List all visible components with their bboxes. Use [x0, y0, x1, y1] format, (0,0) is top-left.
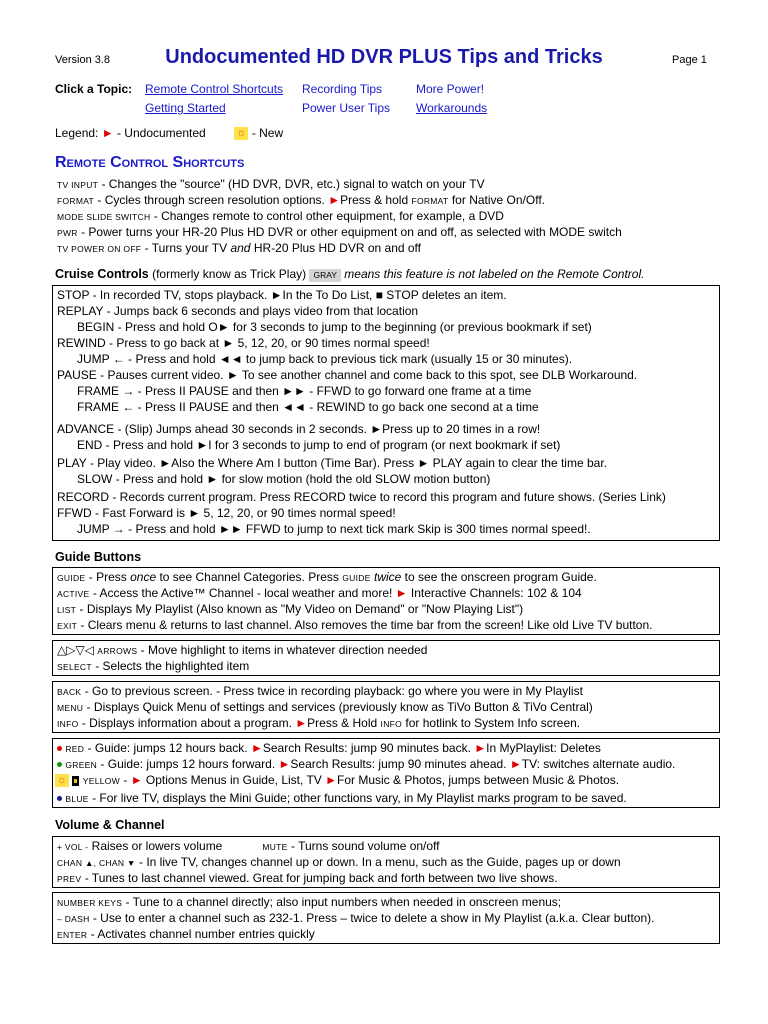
guide-row-text: to see Channel Categories. Press: [156, 570, 343, 584]
red-dot-icon: [57, 746, 62, 751]
key-format: FORMAT: [57, 196, 95, 206]
remote-line-italic: and: [230, 241, 251, 255]
topic-link-recording-tips[interactable]: Recording Tips: [302, 82, 383, 96]
guide-row-text: - Displays information about a program.: [78, 716, 296, 730]
cruise-row-text: PAUSE - Pauses current video. ► To see another channel and come back to this spot, see DLB Workaround.: [57, 368, 638, 382]
remote-line-tv-input: [57, 177, 485, 191]
guide-row-text: - For live TV, displays the Mini Guide; other functions vary, in My Playlist marks program to be saved.: [88, 791, 627, 805]
guide-row-info: [57, 716, 580, 730]
cruise-row: END - Press and hold ►I for 3 seconds to jump to end of program (or next bookmark if set): [77, 438, 561, 452]
guide-row-text: -: [120, 773, 131, 787]
cruise-note2: means this feature is not labeled on the Remote Control.: [340, 267, 645, 281]
cruise-row: REPLAY - Jumps back 6 seconds and plays video from that location: [57, 304, 419, 318]
sun-icon: ☼: [57, 774, 68, 787]
key-enter: ENTER: [57, 930, 88, 940]
cruise-row: FRAME → - Press II PAUSE and then ►► - FFWD to go forward one frame at a time: [77, 384, 532, 398]
guide-row-text: - Guide: jumps 12 hours forward.: [97, 757, 279, 771]
guide-row-active: [57, 586, 582, 600]
remote-line-format: [57, 193, 545, 207]
guide-row-blue: [57, 791, 627, 805]
guide-row-text: Search Results: jump 90 minutes ahead.: [290, 757, 510, 771]
red-arrow-icon: ►: [130, 773, 143, 787]
legend-label: Legend:: [55, 126, 99, 140]
key-tv-input: TV INPUT: [57, 180, 99, 190]
remote-line-pwr: [57, 225, 622, 239]
key-blue: BLUE: [65, 794, 89, 804]
guide-row-text: - Access the Active™ Channel - local weather and more!: [89, 586, 396, 600]
key-guide: GUIDE: [57, 573, 86, 583]
volume-box-2: [52, 892, 720, 944]
cruise-note: (formerly know as Trick Play): [148, 267, 310, 281]
topic-link-workarounds[interactable]: Workarounds: [416, 101, 488, 115]
sun-icon: ☼: [236, 127, 247, 140]
cruise-row: JUMP → - Press and hold ►► FFWD to jump to next tick mark Skip is 300 times normal speed!.: [77, 522, 591, 536]
cruise-row: [57, 368, 637, 382]
guide-row-text: In MyPlaylist: Deletes: [486, 741, 601, 755]
cruise-controls-heading: [55, 267, 644, 282]
guide-row-arrows: [57, 643, 427, 657]
guide-row-menu: [57, 700, 593, 714]
guide-buttons-heading: Guide Buttons: [55, 550, 142, 564]
guide-row-red: [57, 741, 601, 755]
green-dot-icon: [57, 762, 62, 767]
cruise-row: BEGIN - Press and hold O► for 3 seconds to jump to the beginning (or previous bookmark if set): [77, 320, 592, 334]
cruise-row: RECORD - Records current program. Press RECORD twice to record this program and future shows. (Series Link): [57, 490, 666, 504]
red-arrow-icon: ►: [278, 757, 291, 771]
guide-row-text: for hotlink to System Info screen.: [402, 716, 581, 730]
key-format: FORMAT: [411, 196, 449, 206]
guide-row-guide: [57, 570, 597, 584]
key-menu: MENU: [57, 703, 84, 713]
legend-new: - New: [251, 126, 284, 140]
key-active: ACTIVE: [57, 589, 90, 599]
guide-row-text: - Guide: jumps 12 hours back.: [84, 741, 251, 755]
key-vol: + VOL -: [57, 842, 89, 852]
topic-link-getting-started[interactable]: Getting Started: [145, 101, 226, 115]
guide-box-4: [52, 738, 720, 808]
volume-row-enter: [57, 927, 315, 941]
remote-line-text: - Cycles through screen resolution options.: [94, 193, 329, 207]
remote-line-tv-power: [57, 241, 421, 255]
volume-row-vol: [57, 839, 440, 853]
guide-row-text: - Clears menu & returns to last channel. Also removes the time bar from the screen! Like old Live TV button.: [77, 618, 653, 632]
topic-link-power-user-tips[interactable]: Power User Tips: [302, 101, 391, 115]
guide-row-list: [57, 602, 523, 616]
remote-line-text: - Changes the "source" (HD DVR, DVR, etc.) signal to watch on your TV: [98, 177, 485, 191]
guide-row-text: - Press: [85, 570, 131, 584]
guide-row-text: For Music & Photos, jumps between Music & Photos.: [337, 773, 620, 787]
guide-row-text: Press & Hold: [307, 716, 381, 730]
volume-channel-heading: Volume & Channel: [55, 818, 165, 832]
red-arrow-icon: ►: [250, 741, 263, 755]
guide-box-3: [52, 681, 720, 733]
guide-row-text: - Move highlight to items in whatever direction needed: [137, 643, 428, 657]
red-arrow-icon: ►: [325, 773, 337, 787]
red-arrow-icon: ►: [474, 741, 487, 755]
guide-row-back: [57, 684, 583, 698]
remote-line-text: Press & hold: [340, 193, 412, 207]
guide-row-text: TV: switches alternate audio.: [521, 757, 676, 771]
guide-row-italic: once: [130, 570, 157, 584]
red-arrow-icon: ►: [295, 716, 308, 730]
key-select: SELECT: [57, 662, 92, 672]
guide-row-exit: [57, 618, 652, 632]
cruise-row: REWIND - Press to go back at ► 5, 12, 20, or 90 times normal speed!: [57, 336, 430, 350]
guide-row-italic: twice: [370, 570, 402, 584]
cruise-row: FFWD - Fast Forward is ► 5, 12, 20, or 90 times normal speed!: [57, 506, 396, 520]
cruise-row: STOP - In recorded TV, stops playback. ►In the To Do List, ■ STOP deletes an item.: [57, 288, 507, 302]
guide-row-yellow: [55, 773, 619, 787]
red-arrow-icon: ►: [328, 193, 341, 207]
guide-row-green: [57, 757, 675, 771]
gray-badge: GRAY: [309, 269, 340, 282]
blue-dot-icon: [57, 796, 62, 801]
cruise-controls-box: [52, 285, 720, 541]
key-tv-power: TV POWER ON OFF: [57, 244, 142, 254]
cruise-row: FRAME ← - Press II PAUSE and then ◄◄ - REWIND to go back one second at a time: [77, 400, 539, 414]
volume-row-text: - Tune to a channel directly; also input numbers when needed in onscreen menus;: [122, 895, 562, 909]
guide-box-2: [52, 640, 720, 676]
version-label: Version 3.8: [55, 54, 111, 66]
remote-line-text: HR-20 Plus HD DVR on and off: [250, 241, 422, 255]
key-red: RED: [65, 744, 85, 754]
red-arrow-icon: ►: [509, 757, 522, 771]
key-arrows: ARROWS: [97, 646, 138, 656]
volume-box-1: [52, 836, 720, 888]
remote-line-text: - Changes remote to control other equipment, for example, a DVD: [150, 209, 504, 223]
key-list: LIST: [57, 605, 77, 615]
topic-link-remote-control-shortcuts[interactable]: Remote Control Shortcuts: [145, 82, 284, 96]
page-title: Undocumented HD DVR PLUS Tips and Tricks: [165, 46, 603, 68]
volume-row-text: - Use to enter a channel such as 232-1. Press – twice to delete a show in My Playlist (a.k.a. Clear button).: [89, 911, 655, 925]
key-yellow: YELLOW: [82, 776, 121, 786]
guide-row-text: - Selects the highlighted item: [91, 659, 250, 673]
page-number: Page 1: [672, 54, 707, 66]
key-dash: – DASH: [57, 914, 90, 924]
key-mode-slide-switch: MODE SLIDE SWITCH: [57, 212, 151, 222]
remote-line-text: - Turns your TV: [141, 241, 231, 255]
volume-row-dash: [57, 911, 654, 925]
key-mute: MUTE: [262, 842, 288, 852]
topics-label: Click a Topic:: [55, 82, 133, 96]
key-guide: GUIDE: [342, 573, 371, 583]
key-green: GREEN: [65, 760, 98, 770]
key-back: BACK: [57, 687, 82, 697]
key-exit: EXIT: [57, 621, 78, 631]
guide-row-select: [57, 659, 249, 673]
key-number-keys: NUMBER KEYS: [57, 898, 123, 908]
cruise-row: PLAY - Play video. ►Also the Where Am I button (Time Bar). Press ► PLAY again to clear the time bar.: [57, 456, 607, 470]
key-pwr: PWR: [57, 228, 78, 238]
cruise-row: JUMP ← - Press and hold ◄◄ to jump back to previous tick mark (usually 15 or 30 minutes).: [77, 352, 573, 366]
legend: [55, 126, 283, 140]
guide-row-text: - Go to previous screen. - Press twice in recording playback: go where you were in My Playlist: [81, 684, 583, 698]
key-chan: CHAN ▲, CHAN ▼: [57, 858, 136, 868]
section-heading-remote-control: Remote Control Shortcuts: [55, 154, 245, 171]
volume-row-text: - Tunes to last channel viewed. Great for jumping back and forth between two live shows.: [81, 871, 558, 885]
cruise-row: SLOW - Press and hold ► for slow motion (hold the old SLOW motion button): [77, 472, 491, 486]
guide-row-text: Options Menus in Guide, List, TV: [142, 773, 326, 787]
remote-line-mode: [57, 209, 504, 223]
cruise-title: Cruise Controls: [55, 267, 149, 281]
guide-row-text: - Displays Quick Menu of settings and services (previously know as TiVo Button & TiVo Central): [83, 700, 593, 714]
arrows-icon: △▷▽◁: [57, 643, 94, 657]
key-info: INFO: [380, 719, 403, 729]
volume-row-text: - In live TV, changes channel up or down. In a menu, such as the Guide, pages up or down: [135, 855, 621, 869]
legend-undocumented: - Undocumented: [116, 126, 206, 140]
key-info: INFO: [57, 719, 79, 729]
remote-line-text: - Power turns your HR-20 Plus HD DVR or other equipment on and off, as selected with MODE switch: [77, 225, 622, 239]
guide-row-text: Search Results: jump 90 minutes back.: [262, 741, 475, 755]
guide-row-text: Interactive Channels: 102 & 104: [407, 586, 582, 600]
guide-row-text: to see the onscreen program Guide.: [401, 570, 597, 584]
red-arrow-icon: ►: [101, 126, 114, 140]
volume-row-text: - Turns sound volume on/off: [287, 839, 440, 853]
volume-row-prev: [57, 871, 558, 885]
guide-row-text: - Displays My Playlist (Also known as "My Video on Demand" or "Now Playing List"): [76, 602, 524, 616]
yellow-key-icon: [72, 776, 79, 786]
cruise-row: ADVANCE - (Slip) Jumps ahead 30 seconds in 2 seconds. ►Press up to 20 times in a row!: [57, 422, 541, 436]
volume-row-number-keys: [57, 895, 561, 909]
red-arrow-icon: ►: [395, 586, 408, 600]
remote-line-text: for Native On/Off.: [448, 193, 545, 207]
topic-link-more-power[interactable]: More Power!: [416, 82, 485, 96]
volume-row-text: Raises or lowers volume: [88, 839, 223, 853]
volume-row-chan: [57, 855, 621, 869]
volume-row-text: - Activates channel number entries quickly: [87, 927, 315, 941]
guide-box-1: [52, 567, 720, 635]
key-prev: PREV: [57, 874, 82, 884]
